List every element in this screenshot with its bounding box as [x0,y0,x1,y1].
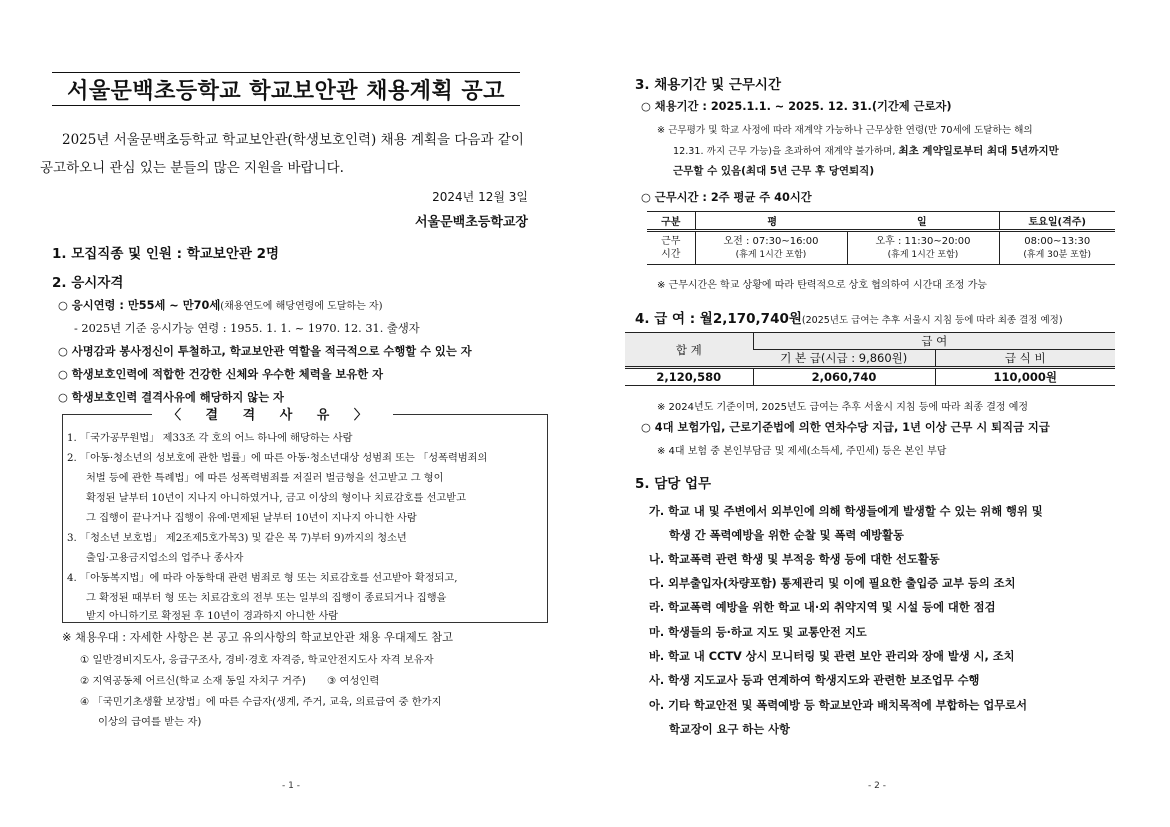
work-schedule-table [647,211,1115,265]
duty-item: 다. 외부출입자(차량포함) 통제관리 및 이에 필요한 출입증 교부 등의 조치 [649,577,1016,590]
signer: 서울문백초등학교장 [414,215,528,230]
age-requirement [58,297,383,313]
page-number: - 1 - [282,781,300,791]
table-header-row [647,212,1115,231]
duty-item: 학생 간 폭력예방을 위한 순찰 및 폭력 예방활동 [669,529,904,542]
section-2-heading: 2. 응시자격 [52,275,124,291]
page-2 [585,0,1170,827]
afternoon-time: 오후 : 11:30~20:00 [875,235,971,247]
header-base-pay: 기 본 급(시급 : 9,860원) [753,350,935,368]
qualification-3: ○ 학생보호인력에 적합한 건강한 신체와 우수한 체력을 보유한 자 [58,368,384,381]
table-row [647,231,1115,265]
saturday-time: 08:00~13:30 [1024,235,1091,247]
header-weekday-1: 평 [767,217,777,228]
work-hours: ○ 근무시간 : 2주 평균 주 40시간 [641,191,812,204]
duty-item: 아. 기타 학교안전 및 폭력예방 등 학교보안과 배치목적에 부합하는 업무로서 [649,699,1027,712]
benefits: ○ 4대 보험가입, 근로기준법에 의한 연차수당 지급, 1년 이상 근무 시 퇴직금 지급 [641,421,1050,434]
preference-heading: ※ 채용우대 : 자세한 사항은 본 공고 유의사항의 학교보안관 채용 우대제도 참고 [62,631,454,644]
qualification-4: ○ 학생보호인력 결격사유에 해당하지 않는 자 [58,391,284,404]
disqualification-line: 3. 「청소년 보호법」 제2조제5호가목3) 및 같은 목 7)부터 9)까지의 청소년 [67,533,407,544]
duty-item: 나. 학교폭력 관련 학생 및 부적응 학생 등에 대한 선도활동 [649,553,940,566]
disqualification-line: 1. 「국가공무원법」 제33조 각 호의 어느 하나에 해당하는 사람 [67,433,353,444]
insurance-note: ※ 4대 보험 중 본인부담금 및 제세(소득세, 주민세) 등은 본인 부담 [657,446,947,457]
duty-item: 가. 학교 내 및 주변에서 외부인에 의해 학생들에게 발생할 수 있는 위해 행위 및 [649,505,1043,518]
meal-allowance-value: 110,000원 [935,368,1115,386]
preference-item-1: ① 일반경비지도사, 응급구조사, 경비·경호 자격증, 학교안전지도사 자격 보유자 [80,654,434,666]
saturday-shift [999,231,1115,265]
header-weekday [695,212,999,231]
disqualification-line: 2. 「아동·청소년의 성보호에 관한 법률」에 따른 아동·청소년대상 성범죄 또는 「성폭력범죄의 [67,453,488,464]
announcement-date: 2024년 12월 3일 [432,190,528,204]
contract-note-2 [673,143,1059,158]
row-label-1: 근무 [661,236,681,247]
duty-item: 학교장이 요구 하는 사항 [669,723,790,736]
section-4-heading [635,307,1063,327]
afternoon-break: (휴게 1시간 포함) [887,249,959,260]
salary-note: ※ 2024년도 기준이며, 2025년도 급여는 추후 서울시 지침 등에 따라 최종 결정 예정 [657,402,1029,413]
age-label: ○ 응시연령 : 만55세 ~ 만70세 [58,299,221,312]
afternoon-shift [847,231,999,265]
age-range: - 2025년 기준 응시가능 연령 : 1955. 1. 1. ~ 1970. 12. 31. 출생자 [74,322,420,335]
table-header-row [625,333,1115,350]
contract-note-normal: 12.31. 까지 근무 가능)을 초과하여 재계약 불가하며, [673,146,899,157]
disqualification-line: 처벌 등에 관한 특례법」에 따른 성폭력범죄를 저질러 벌금형을 선고받고 그 형이 [86,473,444,484]
disqualification-line: 그 확정된 때부터 형 또는 치료감호의 전부 또는 일부의 집행이 종료되거나 집행을 [86,593,447,604]
duty-item: 사. 학생 지도교사 등과 연계하여 학생지도와 관련한 보조업무 수행 [649,674,980,687]
morning-time: 오전 : 07:30~16:00 [723,235,819,247]
disqualification-line: 출입·고용금지업소의 업주나 종사자 [86,553,244,564]
header-total: 합 계 [625,333,753,368]
preference-item-3: ③ 여성인력 [327,675,380,687]
header-weekday-2: 일 [917,217,927,228]
duty-item: 바. 학교 내 CCTV 상시 모니터링 및 관련 보안 관리와 장애 발생 시, 조치 [649,650,1015,663]
header-pay: 급 여 [753,333,1115,350]
qualification-2: ○ 사명감과 봉사정신이 투철하고, 학교보안관 역할을 적극적으로 수행할 수 있는 자 [58,345,472,358]
disqualification-line: 확정된 날부터 10년이 지나지 아니하였거나, 금고 이상의 형이나 치료감호를 선고받고 [86,493,466,504]
disqualification-title: 〈 결 격 사 유 〉 [152,404,393,423]
row-label-2: 시간 [661,249,681,260]
work-hours-note: ※ 근무시간은 학교 상황에 따라 탄력적으로 상호 협의하여 시간대 조정 가능 [657,280,987,291]
duty-item: 마. 학생들의 등·하교 지도 및 교통안전 지도 [649,626,867,639]
preference-item-2: ② 지역공동체 어르신(학교 소재 동일 자치구 거주) [80,675,306,687]
disqualification-line: 받지 아니하기로 확정된 후 10년이 경과하지 아니한 사람 [86,611,339,622]
table-row [625,368,1115,386]
salary-table [625,332,1115,386]
salary-heading-note: (2025년도 급여는 추후 서울시 지침 등에 따라 최종 결정 예정) [801,315,1063,326]
salary-heading: 4. 급 여 : 월2,170,740원 [635,311,802,327]
row-label [647,231,695,265]
total-value: 2,120,580 [656,370,722,384]
document-title: 서울문백초등학교 학교보안관 채용계획 공고 [67,78,505,104]
duty-item: 라. 학교폭력 예방을 위한 학교 내·외 취약지역 및 시설 등에 대한 점검 [649,601,996,614]
contract-note-bold: 최초 계약일로부터 최대 5년까지만 [898,145,1059,157]
section-5-heading: 5. 담당 업무 [635,476,712,492]
section-3-heading: 3. 채용기간 및 근무시간 [635,77,781,93]
saturday-break: (휴게 30분 포함) [1023,249,1092,260]
header-saturday: 토요일(격주) [999,212,1115,231]
preference-item-4: ④ 「국민기초생활 보장법」에 따른 수급자(생계, 주거, 교육, 의료급여 중 한가지 [80,696,442,708]
header-meal-allowance: 급 식 비 [935,350,1115,368]
section-1-heading: 1. 모집직종 및 인원 : 학교보안관 2명 [52,246,280,262]
contract-note-3: 근무할 수 있음(최대 5년 근무 후 당연퇴직) [673,165,875,177]
disqualification-line: 그 집행이 끝나거나 집행이 유예·면제된 날부터 10년이 지나지 아니한 사람 [86,513,417,524]
preference-item-4-cont: 이상의 급여를 받는 자) [98,716,202,728]
employment-period: ○ 채용기간 : 2025.1.1. ~ 2025. 12. 31.(기간제 근로자) [641,100,952,113]
header-category: 구분 [661,217,681,228]
morning-shift [695,231,847,265]
morning-break: (휴게 1시간 포함) [735,249,807,260]
base-pay-value: 2,060,740 [753,368,935,386]
contract-note-1: ※ 근무평가 및 학교 사정에 따라 재계약 가능하나 근무상한 연령(만 70세에 도달하는 해의 [657,125,1033,136]
document-title-block [52,72,520,106]
intro-paragraph: 2025년 서울문백초등학교 학교보안관(학생보호인력) 채용 계획을 다음과 같이 공고하오니 관심 있는 분들의 많은 지원을 바랍니다. [40,132,524,176]
age-note: (채용연도에 해당연령에 도달하는 자) [220,301,383,312]
page-number: - 2 - [868,781,886,791]
disqualification-line: 4. 「아동복지법」에 따라 아동학대 관련 범죄로 형 또는 치료감호를 선고받아 확정되고, [67,573,458,584]
